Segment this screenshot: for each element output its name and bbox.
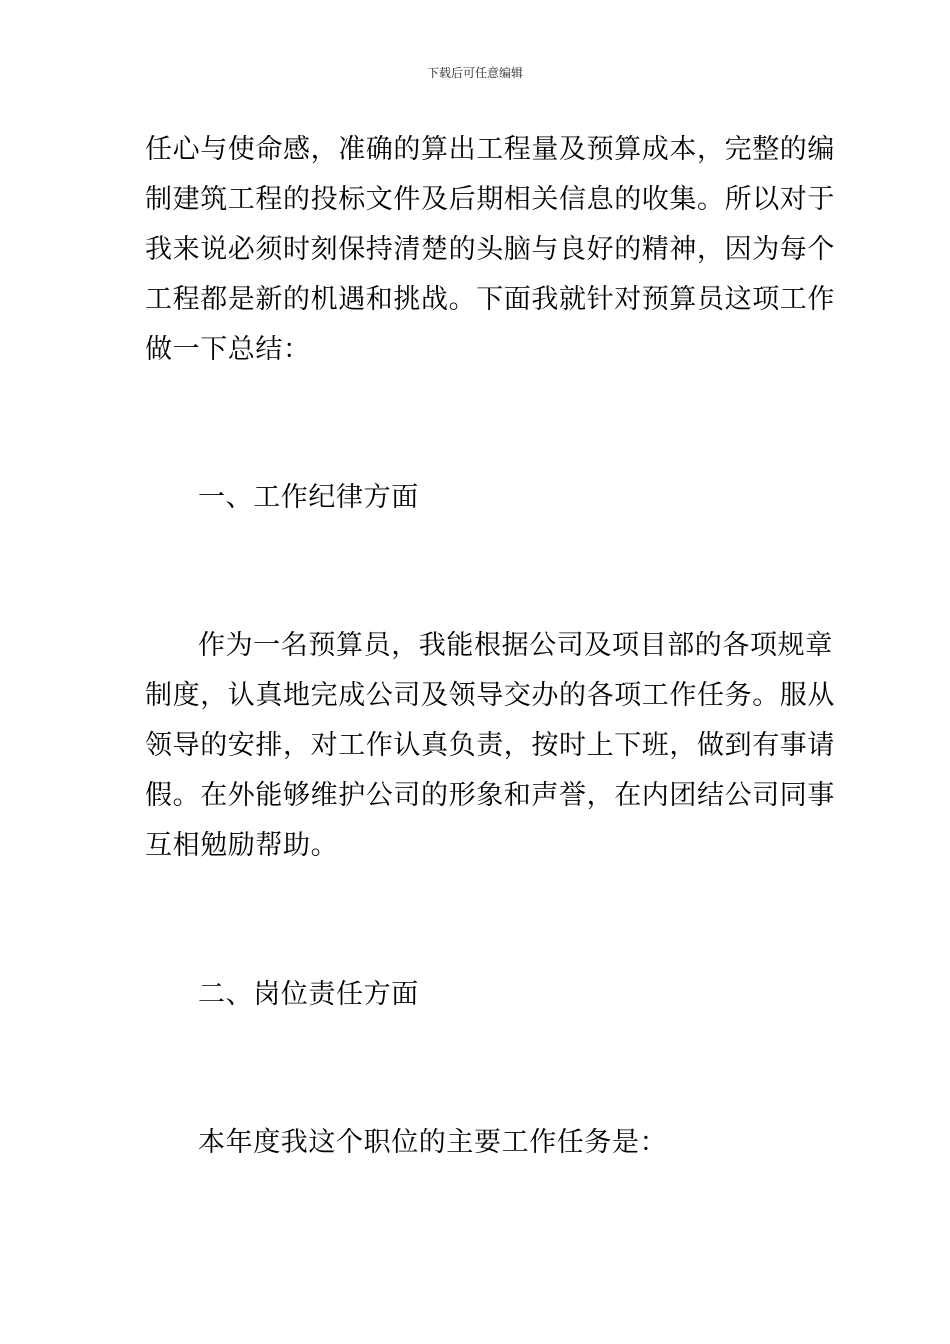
page-header: 下载后可任意编辑	[426, 66, 523, 80]
paragraph-1-line-1: 任心与使命感，准确的算出工程量及预算成本，完整的编	[145, 134, 835, 165]
paragraph-3-line-1: 本年度我这个职位的主要工作任务是：	[198, 1127, 668, 1158]
paragraph-2-line-5: 互相勉励帮助。	[145, 830, 339, 861]
paragraph-1-line-5: 做一下总结：	[145, 334, 311, 365]
paragraph-2-line-4: 假。在外能够维护公司的形象和声誉，在内团结公司同事	[145, 780, 835, 811]
paragraph-1-line-2: 制建筑工程的投标文件及后期相关信息的收集。所以对于	[145, 184, 835, 215]
paragraph-2-line-2: 制度，认真地完成公司及领导交办的各项工作任务。服从	[145, 680, 835, 711]
paragraph-2-line-1: 作为一名预算员，我能根据公司及项目部的各项规章	[198, 630, 833, 661]
paragraph-1-line-4: 工程都是新的机遇和挑战。下面我就针对预算员这项工作	[145, 284, 835, 315]
paragraph-1-line-3: 我来说必须时刻保持清楚的头脑与良好的精神，因为每个	[145, 234, 835, 265]
section-heading-2: 二、岗位责任方面	[198, 979, 419, 1010]
paragraph-2-line-3: 领导的安排，对工作认真负责，按时上下班，做到有事请	[145, 730, 835, 761]
section-heading-1: 一、工作纪律方面	[198, 482, 419, 513]
